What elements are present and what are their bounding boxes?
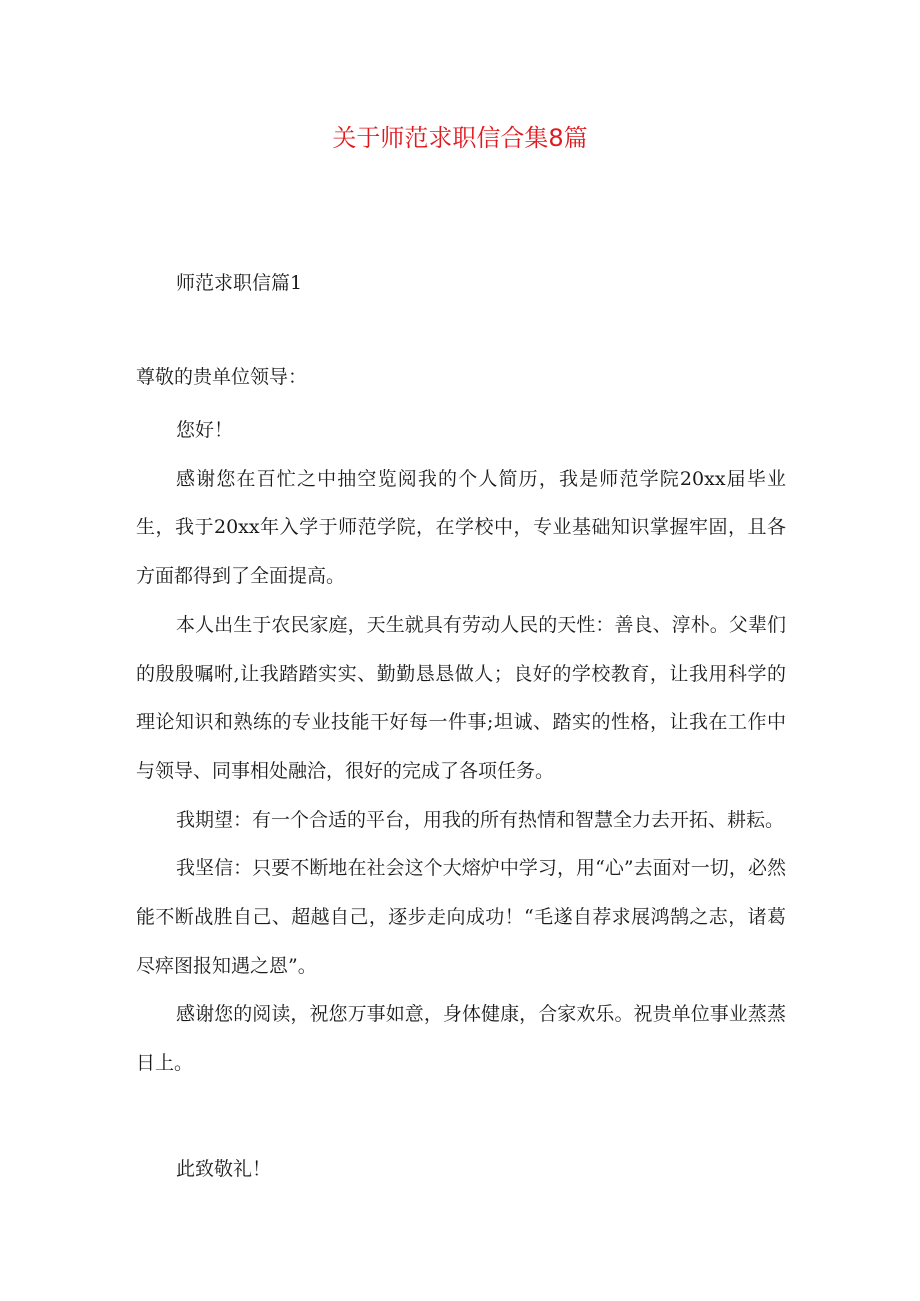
letter-body (136, 406, 786, 1088)
salutation: 尊敬的贵单位领导： (136, 366, 308, 388)
closing-line: 此致敬礼！ (176, 1158, 272, 1180)
document-title: 关于师范求职信合集8篇 (332, 124, 588, 152)
belief-paragraph: 我坚信：只要不断地在社会这个大熔炉中学习，用“心”去面对一切，必然能不断战胜自己、超越自己，逐步走向成功！“毛遂自荐求展鸿鹄之志，诸葛尽瘁图报知遇之恩”。 (136, 857, 786, 977)
greeting-paragraph: 您好！ (176, 419, 234, 441)
introduction-paragraph: 感谢您在百忙之中抽空览阅我的个人简历，我是师范学院20xx届毕业生，我于20xx年入学于师范学院，在学校中，专业基础知识掌握牢固，且各方面都得到了全面提高。 (136, 467, 786, 588)
section-heading: 师范求职信篇1 (176, 272, 303, 294)
background-paragraph: 本人出生于农民家庭，天生就具有劳动人民的天性：善良、淳朴。父辈们的殷殷嘱咐,让我踏踏实实、勤勤恳恳做人；良好的学校教育，让我用科学的理论知识和熟练的专业技能干好每一件事;坦诚、踏实的性格，让我在工作中与领导、同事相处融洽，很好的完成了各项任务。 (136, 613, 786, 782)
thanks-paragraph: 感谢您的阅读，祝您万事如意，身体健康，合家欢乐。祝贵单位事业蒸蒸日上。 (136, 1003, 786, 1075)
expectation-paragraph: 我期望：有一个合适的平台，用我的所有热情和智慧全力去开拓、耕耘。 (176, 808, 785, 831)
